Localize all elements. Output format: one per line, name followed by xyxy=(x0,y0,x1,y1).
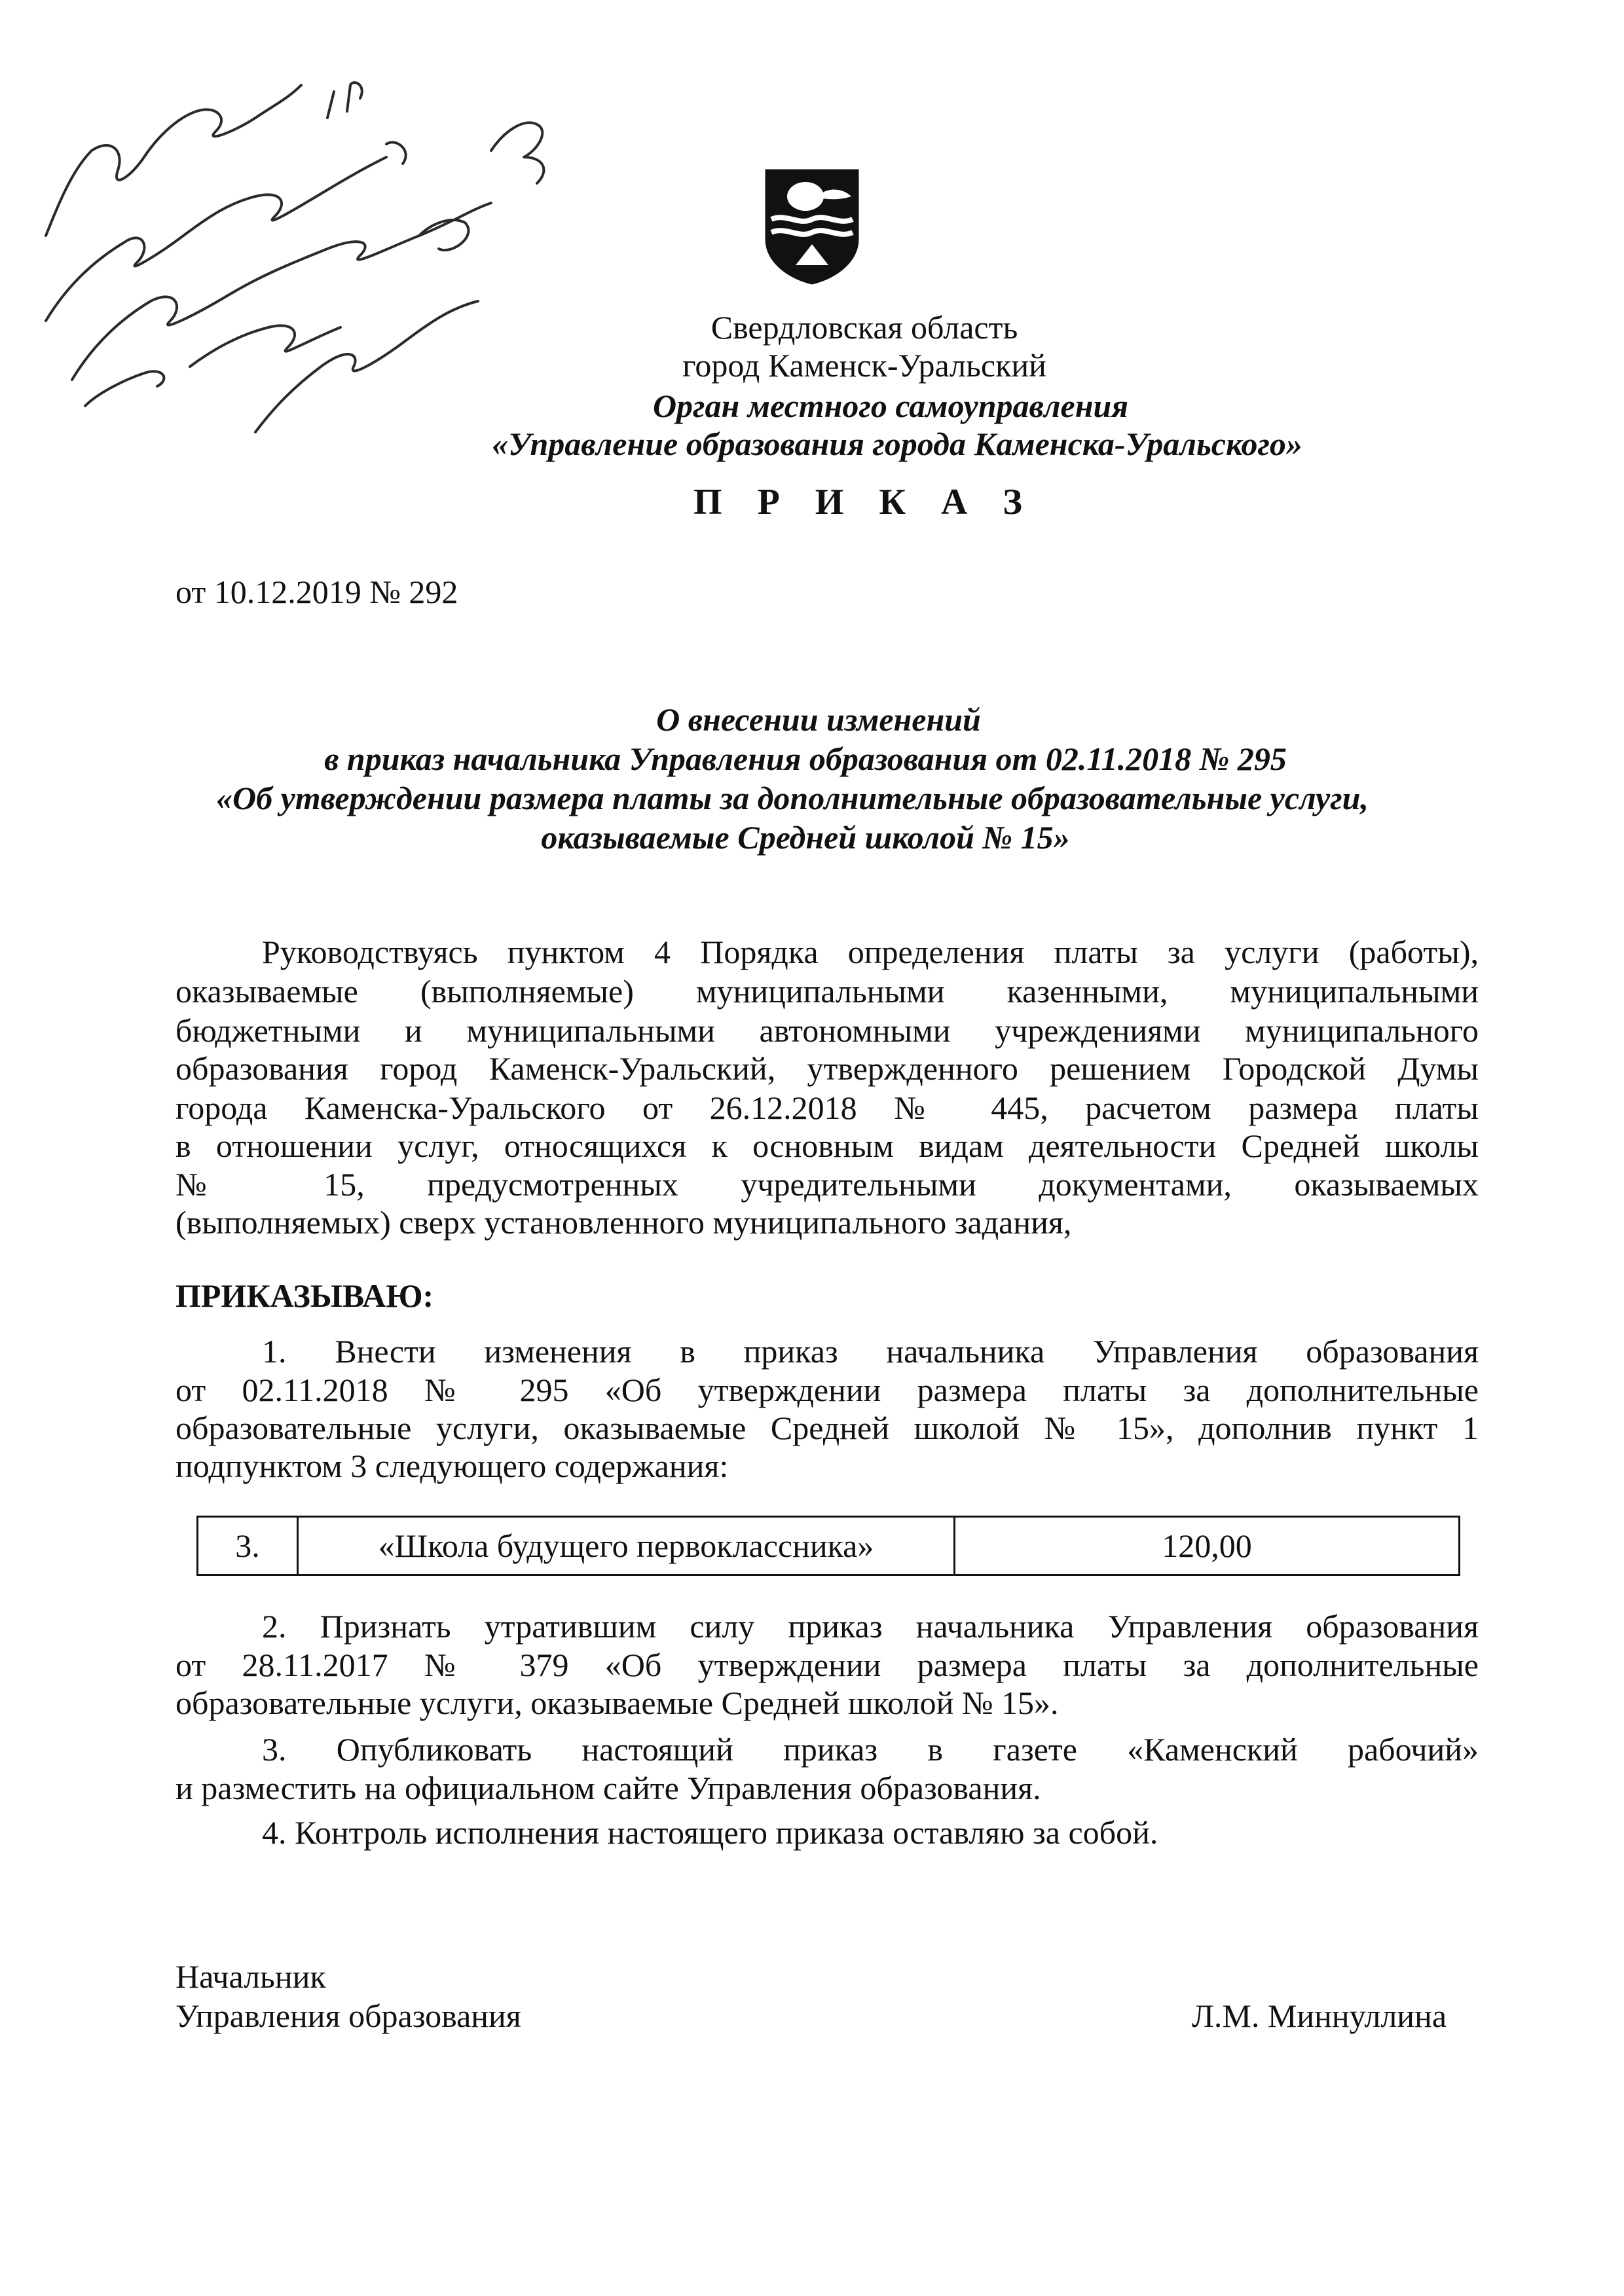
subject-line: О внесении изменений xyxy=(656,701,981,738)
table-cell-price: 120,00 xyxy=(955,1517,1460,1575)
item2-line: от 28.11.2017 № 379 «Об утверждении размера платы за дополнительные xyxy=(175,1647,1479,1683)
item3-line: 3. Опубликовать настоящий приказ в газете «Каменский рабочий» xyxy=(262,1731,1479,1768)
item2-line: 2. Признать утратившим силу приказ начальника Управления образования xyxy=(262,1608,1479,1645)
header-region: Свердловская область xyxy=(710,309,1018,346)
header-city: город Каменск-Уральский xyxy=(682,347,1046,384)
preamble-line: Руководствуясь пунктом 4 Порядка определения платы за услуги (работы), xyxy=(262,934,1479,970)
item4-line: 4. Контроль исполнения настоящего приказа оставляю за собой. xyxy=(262,1814,1158,1851)
preamble-line: (выполняемых) сверх установленного муниципального задания, xyxy=(175,1204,1072,1241)
preamble-line: в отношении услуг, относящихся к основным видам деятельности Средней школы xyxy=(175,1127,1479,1164)
header-body: Орган местного самоуправления xyxy=(652,388,1129,424)
signatory-position: Начальник xyxy=(175,1958,326,1995)
preamble-line: оказываемые (выполняемые) муниципальными казенными, муниципальными xyxy=(175,973,1479,1010)
item1-line: от 02.11.2018 № 295 «Об утверждении размера платы за дополнительные xyxy=(175,1372,1479,1408)
subject-line: «Об утверждении размера платы за дополнительные образовательные услуги, xyxy=(216,780,1369,816)
order-date-number: от 10.12.2019 № 292 xyxy=(175,574,458,610)
header-department: «Управление образования города Каменска-Уральского» xyxy=(492,426,1302,462)
coat-of-arms-emblem xyxy=(760,167,864,285)
signatory-position: Управления образования xyxy=(175,1997,521,2034)
preamble-line: № 15, предусмотренных учредительными документами, оказываемых xyxy=(175,1166,1479,1203)
document-type-title: П Р И К А З xyxy=(693,482,1035,522)
table-cell-service: «Школа будущего первоклассника» xyxy=(298,1517,955,1575)
order-directive: ПРИКАЗЫВАЮ: xyxy=(175,1277,434,1314)
subject-line: оказываемые Средней школой № 15» xyxy=(541,819,1070,856)
item1-line: образовательные услуги, оказываемые Средней школой № 15», дополнив пункт 1 xyxy=(175,1410,1479,1446)
item3-line: и разместить на официальном сайте Управления образования. xyxy=(175,1770,1041,1806)
item2-line: образовательные услуги, оказываемые Средней школой № 15». xyxy=(175,1685,1059,1721)
table-row xyxy=(198,1517,1460,1575)
table-cell-number: 3. xyxy=(198,1517,298,1575)
service-price-table xyxy=(196,1516,1460,1576)
subject-line: в приказ начальника Управления образования от 02.11.2018 № 295 xyxy=(324,740,1287,777)
signatory-name: Л.М. Миннуллина xyxy=(1192,1997,1447,2034)
item1-line: подпунктом 3 следующего содержания: xyxy=(175,1448,729,1484)
preamble-line: бюджетными и муниципальными автономными учреждениями муниципального xyxy=(175,1012,1479,1049)
item1-line: 1. Внести изменения в приказ начальника Управления образования xyxy=(262,1333,1479,1370)
preamble-line: города Каменска-Уральского от 26.12.2018 № 445, расчетом размера платы xyxy=(175,1089,1479,1126)
preamble-line: образования город Каменск-Уральский, утвержденного решением Городской Думы xyxy=(175,1050,1479,1087)
